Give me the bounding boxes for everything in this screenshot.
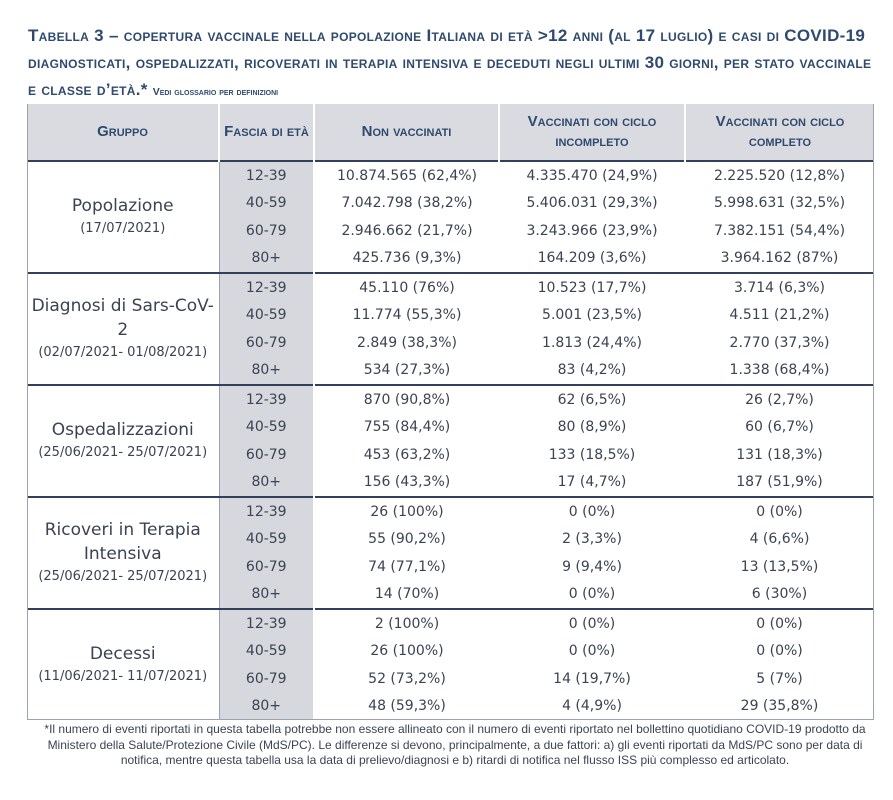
complete-cell: 0 (0%) [685, 609, 874, 638]
complete-cell: 0 (0%) [685, 497, 874, 526]
table-row [27, 609, 874, 638]
age-cell: 80+ [219, 693, 314, 721]
age-cell: 40-59 [219, 638, 314, 666]
complete-cell: 60 (6,7%) [745, 419, 814, 436]
incomplete-cell: 164.209 (3,6%) [537, 250, 647, 267]
unvaccinated-cell: 74 (77,1%) [368, 558, 446, 575]
incomplete-cell: 1.813 (24,4%) [542, 334, 642, 351]
age-cell: 80+ [219, 245, 314, 274]
age-cell: 80+ [219, 357, 314, 386]
age-cell: 40-59 [219, 190, 314, 218]
complete-cell: 5 (7%) [756, 670, 803, 687]
unvaccinated-cell: 534 (27,3%) [363, 362, 451, 379]
incomplete-cell: 5.001 (23,5%) [542, 307, 642, 324]
incomplete-cell: 0 (0%) [568, 643, 616, 660]
table-row [27, 497, 874, 526]
complete-cell: 3.964.162 (87%) [720, 250, 839, 267]
unvaccinated-cell: 52 (73,2%) [368, 670, 446, 687]
unvaccinated-cell: 26 (100%) [314, 497, 499, 526]
table-title [28, 22, 878, 106]
age-cell: 12-39 [219, 161, 314, 190]
age-cell: 12-39 [219, 385, 314, 414]
group-cell [27, 385, 219, 497]
unvaccinated-cell: 48 (59,3%) [368, 698, 446, 715]
unvaccinated-cell: 755 (84,4%) [363, 419, 451, 436]
age-cell: 40-59 [219, 526, 314, 554]
unvaccinated-cell: 2.946.662 (21,7%) [341, 222, 473, 239]
group-cell [27, 497, 219, 609]
age-cell: 60-79 [219, 329, 314, 357]
header-row [27, 104, 874, 161]
age-cell: 80+ [219, 469, 314, 498]
header-incomplete: Vaccinati con ciclo incompleto [499, 104, 685, 161]
incomplete-cell: 5.406.031 (29,3%) [526, 195, 658, 212]
complete-cell: 29 (35,8%) [740, 698, 819, 715]
unvaccinated-cell: 2 (100%) [314, 609, 499, 638]
footnote: *Il numero di eventi riportati in questa tabella potrebbe non essere allineato con il numero di eventi riportato nel bollettino quotidiano COVID-19 prodotto da Ministero della Salute/Protezione Civile (MdS/PC). Le differenze si devono, principalmente, a due fattori: a) gli eventi riportati da MdS/PC sono per data di notifica, mentre questa tabella usa la data di prelievo/diagnosi e b) ritardi di notifica nel flusso ISS più complesso ed articolato. [44, 722, 866, 767]
group-cell [27, 273, 219, 385]
age-cell: 60-79 [219, 665, 314, 693]
complete-cell: 4 (6,6%) [749, 531, 810, 548]
unvaccinated-cell: 7.042.798 (38,2%) [341, 195, 473, 212]
complete-cell: 13 (13,5%) [740, 558, 819, 575]
table-border-bottom [27, 719, 874, 720]
incomplete-cell: 17 (4,7%) [557, 474, 627, 491]
incomplete-cell: 10.523 (17,7%) [499, 273, 685, 302]
complete-cell: 4.511 (21,2%) [729, 307, 830, 324]
group-name: Decessi [89, 644, 156, 664]
group-name: Popolazione [71, 196, 174, 216]
group-date-range: (02/07/2021- 01/08/2021) [38, 345, 208, 360]
incomplete-cell: 0 (0%) [568, 586, 616, 603]
incomplete-cell: 14 (19,7%) [553, 670, 631, 687]
incomplete-cell: 133 (18,5%) [548, 446, 636, 463]
table-border-right [873, 104, 874, 720]
group-name: Ricoveri in Terapia Intensiva [44, 520, 201, 564]
incomplete-cell: 0 (0%) [499, 609, 685, 638]
complete-cell: 5.998.631 (32,5%) [713, 195, 846, 212]
unvaccinated-cell: 14 (70%) [374, 586, 440, 603]
header-group: Gruppo [27, 104, 219, 161]
complete-cell: 0 (0%) [756, 643, 803, 660]
complete-cell: 2.770 (37,3%) [729, 334, 830, 351]
complete-cell: 187 (51,9%) [736, 474, 823, 491]
incomplete-cell: 0 (0%) [499, 497, 685, 526]
age-cell: 12-39 [219, 497, 314, 526]
complete-cell: 7.382.151 (54,4%) [713, 222, 846, 239]
unvaccinated-cell: 870 (90,8%) [314, 385, 499, 414]
incomplete-cell: 4 (4,9%) [562, 698, 622, 715]
group-name: Diagnosi di Sars-CoV-2 [31, 296, 214, 340]
unvaccinated-cell: 11.774 (55,3%) [352, 307, 462, 324]
complete-cell: 1.338 (68,4%) [729, 362, 830, 379]
group-date-range: (11/06/2021- 11/07/2021) [38, 669, 208, 684]
incomplete-cell: 2 (3,3%) [562, 531, 622, 548]
age-cell: 60-79 [219, 441, 314, 469]
table-border-left [27, 104, 28, 720]
header-age: Fascia di età [219, 104, 314, 161]
group-date-range: (25/06/2021- 25/07/2021) [38, 445, 208, 460]
incomplete-cell: 9 (9,4%) [562, 558, 622, 575]
unvaccinated-cell: 26 (100%) [370, 643, 444, 660]
unvaccinated-cell: 10.874.565 (62,4%) [314, 161, 499, 190]
group-date-range: (17/07/2021) [80, 221, 166, 236]
glossary-note: Vedi glossario per definizioni [152, 86, 279, 98]
group-date-range: (25/06/2021- 25/07/2021) [38, 569, 208, 584]
age-cell: 60-79 [219, 217, 314, 245]
age-cell: 40-59 [219, 414, 314, 442]
age-cell: 12-39 [219, 609, 314, 638]
header-unvaccinated: Non vaccinati [314, 104, 499, 161]
age-cell: 12-39 [219, 273, 314, 302]
unvaccinated-cell: 2.849 (38,3%) [357, 334, 457, 351]
age-cell: 60-79 [219, 553, 314, 581]
complete-cell: 6 (30%) [751, 586, 808, 603]
incomplete-cell: 83 (4,2%) [557, 362, 627, 379]
incomplete-cell: 80 (8,9%) [557, 419, 627, 436]
incomplete-cell: 3.243.966 (23,9%) [526, 222, 658, 239]
age-cell: 80+ [219, 581, 314, 610]
group-name: Ospedalizzazioni [51, 420, 194, 440]
complete-cell: 3.714 (6,3%) [685, 273, 874, 302]
table-row [27, 385, 874, 414]
complete-cell: 2.225.520 (12,8%) [685, 161, 874, 190]
vaccination-table [27, 104, 874, 720]
unvaccinated-cell: 453 (63,2%) [363, 446, 451, 463]
incomplete-cell: 4.335.470 (24,9%) [499, 161, 685, 190]
complete-cell: 26 (2,7%) [685, 385, 874, 414]
table-title-main: Tabella 3 – copertura vaccinale nella popolazione Italiana di età >12 anni (al 17 luglio) e casi di COVID-19 diagnosticati, ospedalizzati, ricoverati in terapia intensiva e deceduti negli ultimi 30 giorni, per stato vaccinale e classe d’età.* [28, 26, 872, 99]
group-cell [27, 609, 219, 720]
table-row [27, 273, 874, 302]
header-complete: Vaccinati con ciclo completo [685, 104, 874, 161]
incomplete-cell: 62 (6,5%) [499, 385, 685, 414]
table-body [27, 161, 874, 720]
unvaccinated-cell: 55 (90,2%) [368, 531, 446, 548]
table-row [27, 161, 874, 190]
unvaccinated-cell: 156 (43,3%) [363, 474, 451, 491]
age-cell: 40-59 [219, 302, 314, 330]
group-cell [27, 161, 219, 273]
unvaccinated-cell: 425.736 (9,3%) [352, 250, 462, 267]
unvaccinated-cell: 45.110 (76%) [314, 273, 499, 302]
complete-cell: 131 (18,3%) [736, 446, 823, 463]
